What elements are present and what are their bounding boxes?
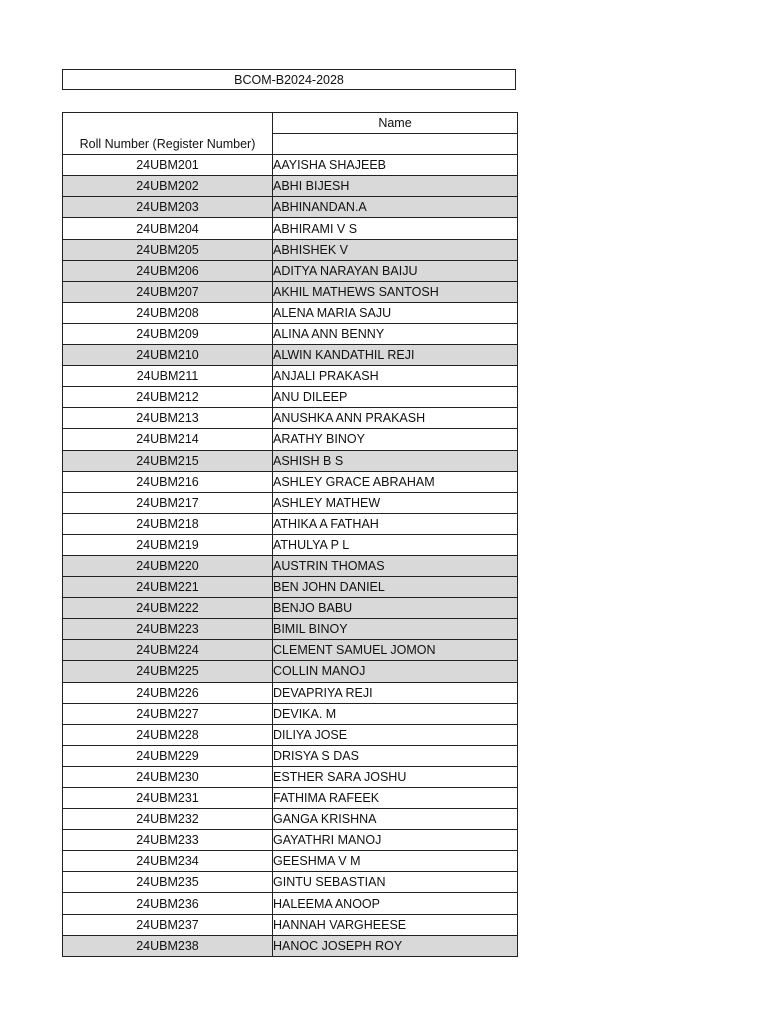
table-row xyxy=(63,218,518,239)
roll-number-cell: 24UBM235 xyxy=(63,872,273,893)
student-name-cell: ANUSHKA ANN PRAKASH xyxy=(273,408,518,429)
student-name-cell: ATHULYA P L xyxy=(273,534,518,555)
table-row xyxy=(63,745,518,766)
student-name-cell: ALWIN KANDATHIL REJI xyxy=(273,345,518,366)
student-name-cell: DEVIKA. M xyxy=(273,703,518,724)
student-name-cell: ASHLEY MATHEW xyxy=(273,492,518,513)
table-row xyxy=(63,830,518,851)
roll-number-cell: 24UBM226 xyxy=(63,682,273,703)
table-row xyxy=(63,345,518,366)
student-name-cell: GINTU SEBASTIAN xyxy=(273,872,518,893)
table-row xyxy=(63,766,518,787)
table-row xyxy=(63,429,518,450)
student-name-cell: AUSTRIN THOMAS xyxy=(273,555,518,576)
table-row xyxy=(63,935,518,956)
table-row xyxy=(63,724,518,745)
roll-number-cell: 24UBM221 xyxy=(63,577,273,598)
roll-number-cell: 24UBM205 xyxy=(63,239,273,260)
table-row xyxy=(63,788,518,809)
student-name-cell: ASHLEY GRACE ABRAHAM xyxy=(273,471,518,492)
student-name-cell: GEESHMA V M xyxy=(273,851,518,872)
table-row xyxy=(63,471,518,492)
student-name-cell: DILIYA JOSE xyxy=(273,724,518,745)
student-name-cell: ASHISH B S xyxy=(273,450,518,471)
table-row xyxy=(63,366,518,387)
table-row xyxy=(63,323,518,344)
name-subheader-blank xyxy=(273,134,518,155)
roll-number-cell: 24UBM222 xyxy=(63,598,273,619)
student-name-cell: FATHIMA RAFEEK xyxy=(273,788,518,809)
table-body xyxy=(63,155,518,957)
roll-number-cell: 24UBM238 xyxy=(63,935,273,956)
student-name-cell: AAYISHA SHAJEEB xyxy=(273,155,518,176)
roll-number-cell: 24UBM231 xyxy=(63,788,273,809)
table-row xyxy=(63,534,518,555)
student-name-cell: HANOC JOSEPH ROY xyxy=(273,935,518,956)
table-row xyxy=(63,513,518,534)
roll-number-cell: 24UBM204 xyxy=(63,218,273,239)
roll-number-cell: 24UBM225 xyxy=(63,661,273,682)
student-name-cell: GAYATHRI MANOJ xyxy=(273,830,518,851)
student-name-cell: CLEMENT SAMUEL JOMON xyxy=(273,640,518,661)
roll-number-cell: 24UBM214 xyxy=(63,429,273,450)
student-name-cell: ALINA ANN BENNY xyxy=(273,323,518,344)
roll-number-cell: 24UBM202 xyxy=(63,176,273,197)
roll-number-cell: 24UBM210 xyxy=(63,345,273,366)
table-row xyxy=(63,492,518,513)
roll-number-cell: 24UBM211 xyxy=(63,366,273,387)
student-name-cell: ANU DILEEP xyxy=(273,387,518,408)
roll-number-cell: 24UBM227 xyxy=(63,703,273,724)
roll-number-cell: 24UBM213 xyxy=(63,408,273,429)
table-row xyxy=(63,682,518,703)
student-name-cell: ABHINANDAN.A xyxy=(273,197,518,218)
table-row xyxy=(63,809,518,830)
roll-number-cell: 24UBM218 xyxy=(63,513,273,534)
student-roster-table xyxy=(62,112,518,957)
table-row xyxy=(63,302,518,323)
table-row xyxy=(63,197,518,218)
student-name-cell: BEN JOHN DANIEL xyxy=(273,577,518,598)
roll-number-cell: 24UBM224 xyxy=(63,640,273,661)
student-name-cell: HALEEMA ANOOP xyxy=(273,893,518,914)
student-name-cell: DEVAPRIYA REJI xyxy=(273,682,518,703)
student-name-cell: ATHIKA A FATHAH xyxy=(273,513,518,534)
roll-number-cell: 24UBM228 xyxy=(63,724,273,745)
roll-number-cell: 24UBM229 xyxy=(63,745,273,766)
roll-number-cell: 24UBM207 xyxy=(63,281,273,302)
student-name-cell: HANNAH VARGHEESE xyxy=(273,914,518,935)
roll-number-cell: 24UBM236 xyxy=(63,893,273,914)
student-name-cell: BIMIL BINOY xyxy=(273,619,518,640)
roll-number-cell: 24UBM206 xyxy=(63,260,273,281)
table-row xyxy=(63,577,518,598)
roll-number-cell: 24UBM216 xyxy=(63,471,273,492)
table-row xyxy=(63,155,518,176)
table-row xyxy=(63,281,518,302)
student-name-cell: ESTHER SARA JOSHU xyxy=(273,766,518,787)
table-row xyxy=(63,703,518,724)
roll-number-cell: 24UBM220 xyxy=(63,555,273,576)
roll-number-cell: 24UBM215 xyxy=(63,450,273,471)
student-name-cell: AKHIL MATHEWS SANTOSH xyxy=(273,281,518,302)
roll-number-cell: 24UBM201 xyxy=(63,155,273,176)
student-name-cell: GANGA KRISHNA xyxy=(273,809,518,830)
roll-number-cell: 24UBM237 xyxy=(63,914,273,935)
roll-number-cell: 24UBM219 xyxy=(63,534,273,555)
student-name-cell: ABHI BIJESH xyxy=(273,176,518,197)
student-name-cell: ANJALI PRAKASH xyxy=(273,366,518,387)
student-name-cell: COLLIN MANOJ xyxy=(273,661,518,682)
roll-number-cell: 24UBM203 xyxy=(63,197,273,218)
table-row xyxy=(63,176,518,197)
table-row xyxy=(63,914,518,935)
table-row xyxy=(63,851,518,872)
roll-number-cell: 24UBM209 xyxy=(63,323,273,344)
student-name-cell: ARATHY BINOY xyxy=(273,429,518,450)
student-name-cell: ABHISHEK V xyxy=(273,239,518,260)
table-row xyxy=(63,661,518,682)
student-name-cell: ADITYA NARAYAN BAIJU xyxy=(273,260,518,281)
roll-number-cell: 24UBM230 xyxy=(63,766,273,787)
name-header: Name xyxy=(273,113,518,134)
table-row xyxy=(63,619,518,640)
table-row xyxy=(63,555,518,576)
table-row xyxy=(63,872,518,893)
student-name-cell: BENJO BABU xyxy=(273,598,518,619)
table-row xyxy=(63,239,518,260)
roll-number-cell: 24UBM217 xyxy=(63,492,273,513)
table-header xyxy=(63,113,518,155)
table-row xyxy=(63,640,518,661)
table-row xyxy=(63,260,518,281)
student-name-cell: DRISYA S DAS xyxy=(273,745,518,766)
roll-number-cell: 24UBM212 xyxy=(63,387,273,408)
table-row xyxy=(63,893,518,914)
roll-number-cell: 24UBM234 xyxy=(63,851,273,872)
table-row xyxy=(63,408,518,429)
roll-number-header: Roll Number (Register Number) xyxy=(63,113,273,155)
table-row xyxy=(63,387,518,408)
table-row xyxy=(63,450,518,471)
student-name-cell: ABHIRAMI V S xyxy=(273,218,518,239)
roll-number-cell: 24UBM232 xyxy=(63,809,273,830)
roll-number-cell: 24UBM233 xyxy=(63,830,273,851)
roll-number-cell: 24UBM208 xyxy=(63,302,273,323)
document-title: BCOM-B2024-2028 xyxy=(62,69,516,90)
table-row xyxy=(63,598,518,619)
roll-number-cell: 24UBM223 xyxy=(63,619,273,640)
student-name-cell: ALENA MARIA SAJU xyxy=(273,302,518,323)
